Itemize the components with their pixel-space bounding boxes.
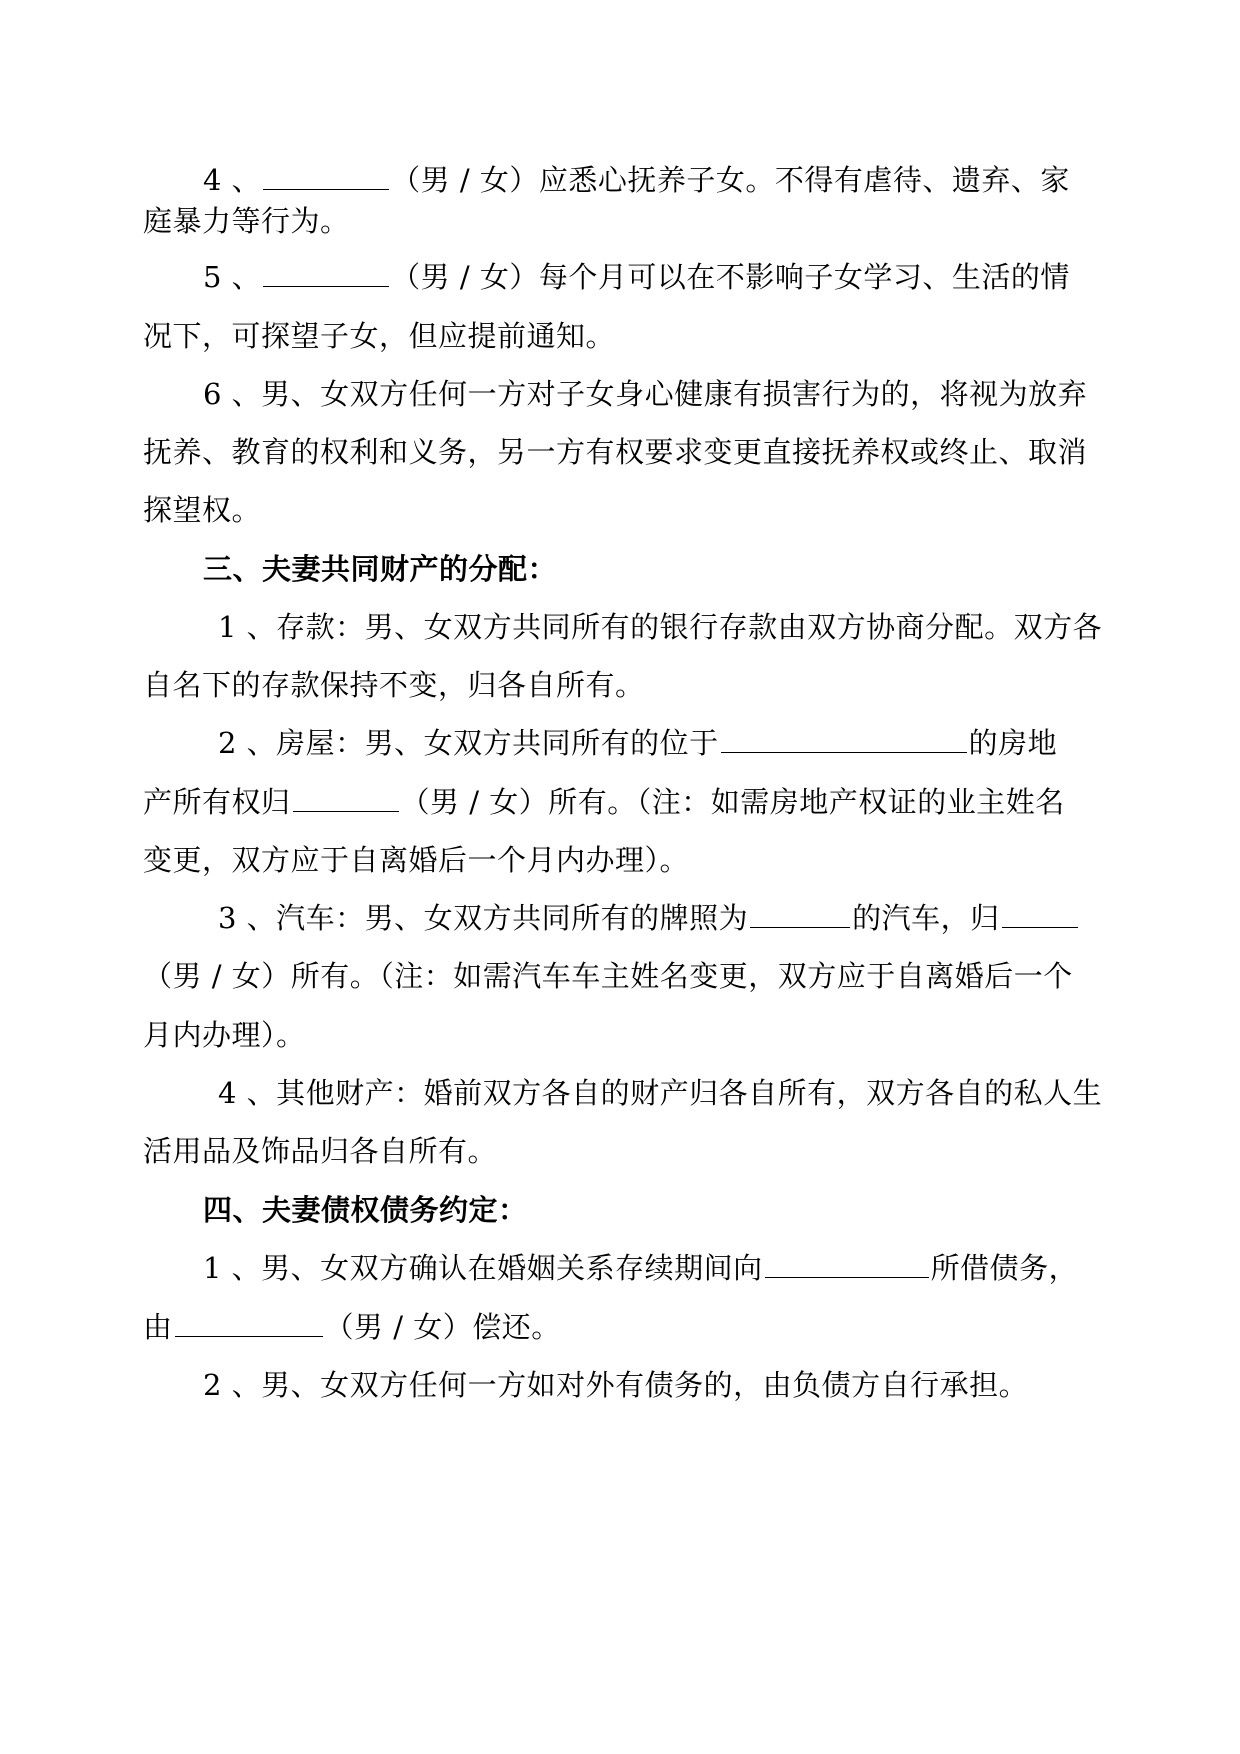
property-3-line-3: 月内办理）。 bbox=[143, 1018, 306, 1052]
property-3-text: 3 、汽车：男、女双方共同所有的牌照为 bbox=[218, 901, 749, 935]
clause-5-line-1 bbox=[203, 256, 1163, 298]
clause-5-line-2: 况下，可探望子女，但应提前通知。 bbox=[143, 319, 616, 353]
property-2-text: 2 、房屋：男、女双方共同所有的位于 bbox=[218, 726, 719, 760]
debt-2-line-1: 2 、男、女双方任何一方如对外有债务的，由负债方自行承担。 bbox=[203, 1368, 1029, 1402]
property-2-owner-label: 产所有权归 bbox=[143, 785, 291, 819]
blank-field-creditor[interactable] bbox=[765, 1247, 929, 1278]
property-1-line-2: 自名下的存款保持不变，归各自所有。 bbox=[143, 668, 645, 702]
clause-6-line-2: 抚养、教育的权利和义务，另一方有权要求变更直接抚养权或终止、取消 bbox=[143, 435, 1088, 469]
section-4-heading: 四、夫妻债权债务约定： bbox=[203, 1193, 528, 1227]
blank-field-debtor[interactable] bbox=[175, 1306, 323, 1337]
property-3-line-1 bbox=[218, 897, 1178, 939]
clause-5-text: （男 / 女）每个月可以在不影响子女学习、生活的情 bbox=[391, 260, 1070, 294]
clause-4-number: 4 、 bbox=[203, 163, 262, 197]
property-3-line-2: （男 / 女）所有。（注：如需汽车车主姓名变更，双方应于自离婚后一个 bbox=[143, 959, 1073, 993]
property-4-line-2: 活用品及饰品归各自所有。 bbox=[143, 1134, 498, 1168]
clause-4-text: （男 / 女）应悉心抚养子女。不得有虐待、遗弃、家 bbox=[391, 163, 1070, 197]
debt-1-line-2 bbox=[143, 1306, 1103, 1348]
blank-field-plate[interactable] bbox=[750, 897, 850, 928]
property-2-line-1 bbox=[218, 722, 1178, 764]
clause-5-number: 5 、 bbox=[203, 260, 262, 294]
property-2-line-2 bbox=[143, 781, 1103, 823]
property-2-text-end: 的房地 bbox=[968, 726, 1058, 760]
section-3-heading: 三、夫妻共同财产的分配： bbox=[203, 552, 558, 586]
debt-1-text-end-2: （男 / 女）偿还。 bbox=[324, 1310, 561, 1344]
blank-field-party[interactable] bbox=[263, 159, 389, 190]
property-2-line-3: 变更，双方应于自离婚后一个月内办理）。 bbox=[143, 843, 690, 877]
clause-6-line-1: 6 、男、女双方任何一方对子女身心健康有损害行为的，将视为放弃 bbox=[203, 377, 1088, 411]
debt-1-text: 1 、男、女双方确认在婚姻关系存续期间向 bbox=[203, 1251, 763, 1285]
clause-6-line-3: 探望权。 bbox=[143, 493, 262, 527]
debt-1-text-end: 所借债务， bbox=[930, 1251, 1079, 1285]
blank-field-owner[interactable] bbox=[293, 781, 399, 812]
clause-4-line-1 bbox=[203, 159, 1163, 201]
property-4-line-1: 4 、其他财产：婚前双方各自的财产归各自所有，双方各自的私人生 bbox=[218, 1076, 1103, 1110]
blank-field-party[interactable] bbox=[263, 256, 389, 287]
property-2-note: （男 / 女）所有。（注：如需房地产权证的业主姓名 bbox=[400, 785, 1065, 819]
blank-field-address[interactable] bbox=[721, 722, 967, 753]
property-3-text-end: 的汽车，归 bbox=[852, 901, 1000, 935]
clause-4-line-2: 庭暴力等行为。 bbox=[143, 204, 350, 238]
blank-field-owner[interactable] bbox=[1002, 897, 1078, 928]
debt-1-line-1 bbox=[203, 1247, 1163, 1289]
debt-1-by-label: 由 bbox=[143, 1310, 173, 1344]
property-1-line-1: 1 、存款：男、女双方共同所有的银行存款由双方协商分配。双方各 bbox=[218, 610, 1103, 644]
